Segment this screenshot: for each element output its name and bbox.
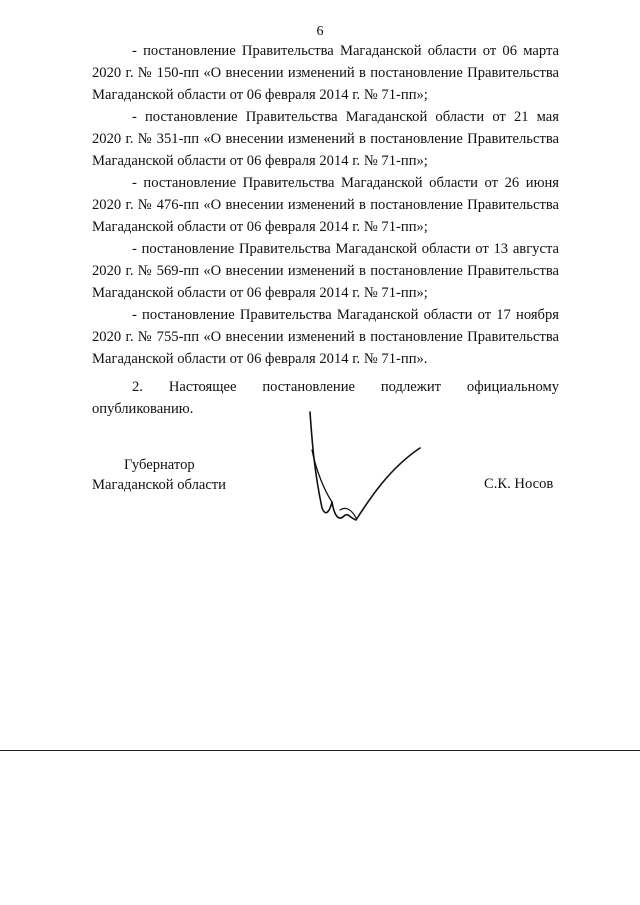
publication-clause: 2. Настоящее постановление подлежит официальному опубликованию.	[92, 379, 559, 417]
list-item: - постановление Правительства Магаданской области от 21 мая 2020 г. № 351-пп «О внесении изменений в постановление Правительства Магаданской области от 06 февраля 2014 г. № 71-пп»;	[92, 109, 559, 169]
document-body	[92, 40, 559, 420]
signature-title-line1: Губернатор	[124, 457, 195, 473]
bottom-divider	[0, 750, 640, 751]
handwritten-signature	[300, 410, 430, 530]
list-item: - постановление Правительства Магаданской области от 06 марта 2020 г. № 150-пп «О внесении изменений в постановление Правительства Магаданской области от 06 февраля 2014 г. № 71-пп»;	[92, 43, 559, 103]
list-item: - постановление Правительства Магаданской области от 26 июня 2020 г. № 476-пп «О внесении изменений в постановление Правительства Магаданской области от 06 февраля 2014 г. № 71-пп»;	[92, 175, 559, 235]
signature-title-block	[92, 455, 226, 495]
list-item: - постановление Правительства Магаданской области от 13 августа 2020 г. № 569-пп «О внесении изменений в постановление Правительства Магаданской области от 06 февраля 2014 г. № 71-пп»;	[92, 241, 559, 301]
page-number: 6	[316, 24, 324, 39]
signatory-name: С.К. Носов	[484, 476, 554, 492]
signature-title-line2: Магаданской области	[92, 477, 226, 493]
list-item: - постановление Правительства Магаданской области от 17 ноября 2020 г. № 755-пп «О внесении изменений в постановление Правительства Магаданской области от 06 февраля 2014 г. № 71-пп».	[92, 307, 559, 367]
